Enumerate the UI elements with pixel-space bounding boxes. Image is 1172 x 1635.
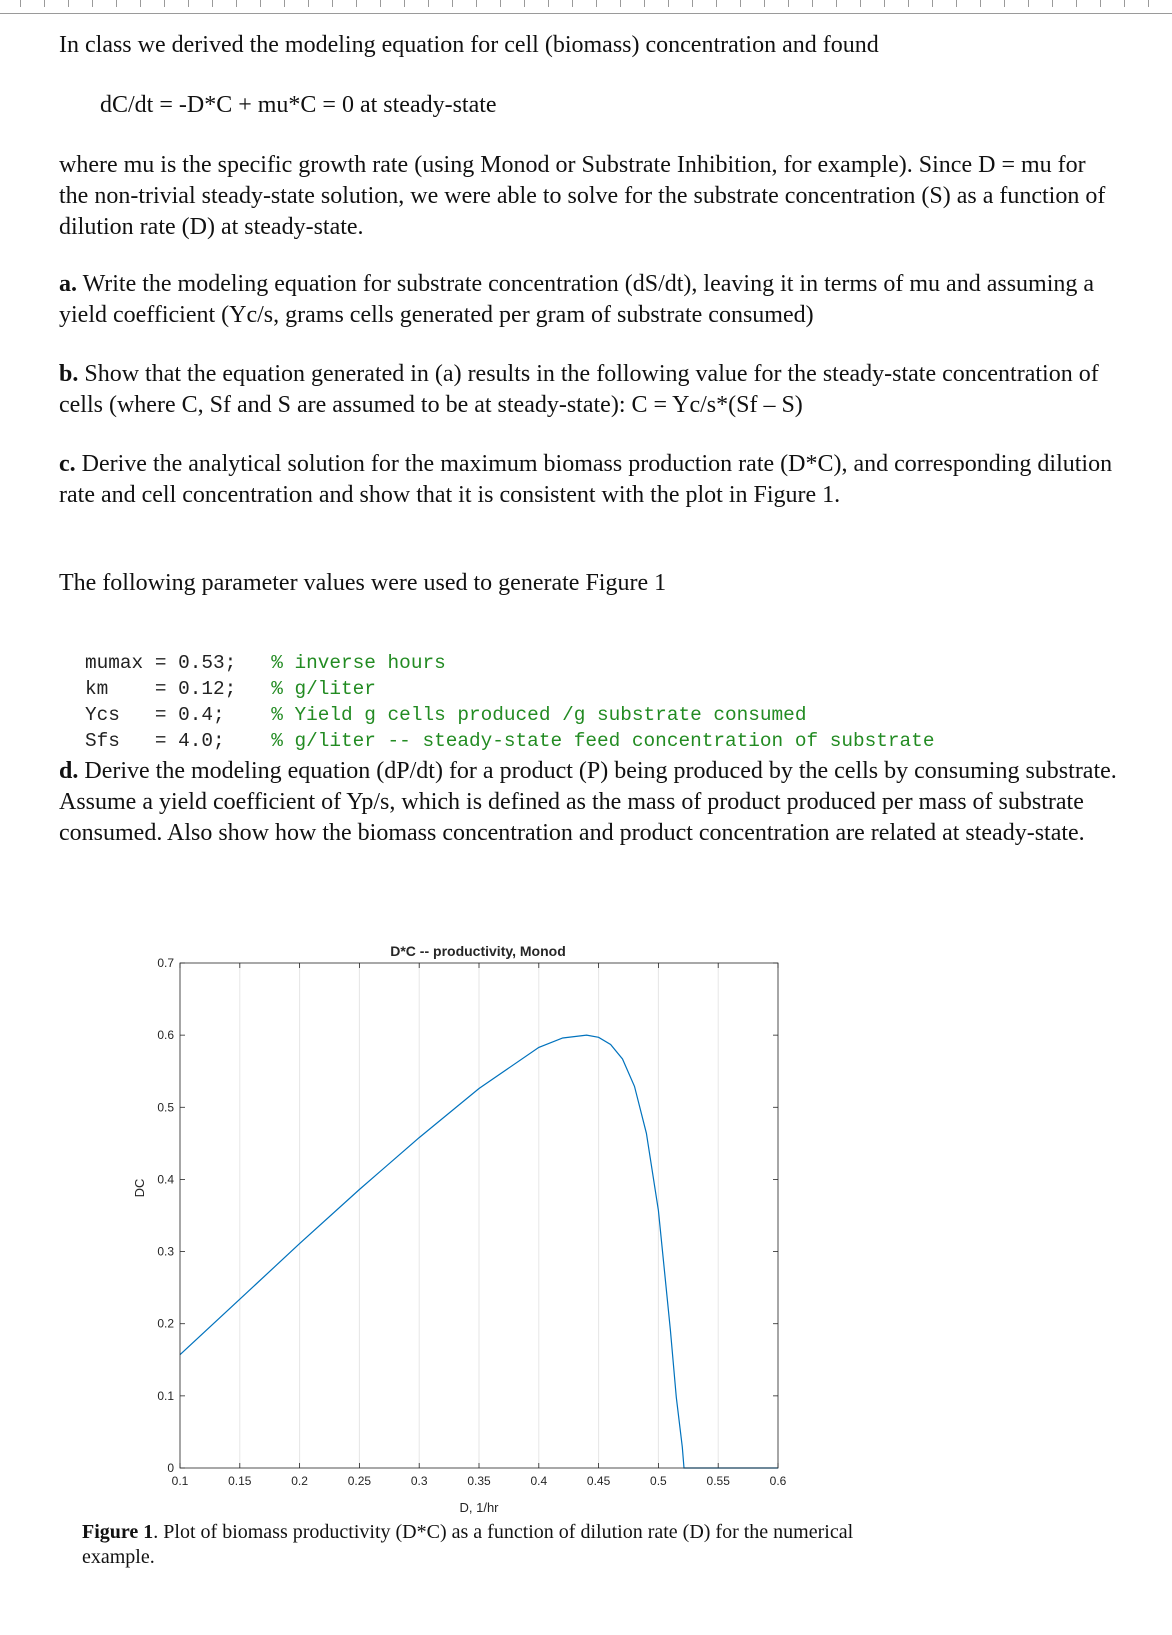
code-text: Sfs = 4.0; bbox=[85, 730, 272, 752]
productivity-chart bbox=[120, 930, 820, 1515]
ruler-tick bbox=[92, 0, 93, 7]
ruler-tick bbox=[956, 0, 957, 7]
ruler-tick bbox=[860, 0, 861, 7]
ruler-tick bbox=[884, 0, 885, 7]
y-tick-label: 0.5 bbox=[157, 1100, 174, 1115]
part-d-label: d. bbox=[59, 758, 79, 784]
part-b-text: Show that the equation generated in (a) results in the following value for the steady-state concentration of cells (where C, Sf and S are assumed to be at steady-state): C = Yc/s*(Sf – S) bbox=[59, 361, 1099, 418]
page-ruler bbox=[0, 0, 1172, 14]
ruler-tick bbox=[212, 0, 213, 7]
x-axis-label: D, 1/hr bbox=[459, 1500, 499, 1515]
ruler-tick bbox=[596, 0, 597, 7]
ruler-tick bbox=[1004, 0, 1005, 7]
code-line-sfs bbox=[85, 728, 934, 754]
ruler-tick bbox=[740, 0, 741, 7]
ruler-tick bbox=[908, 0, 909, 7]
code-comment: % Yield g cells produced /g substrate consumed bbox=[271, 704, 807, 726]
code-line-km bbox=[85, 676, 934, 702]
code-text: Ycs = 0.4; bbox=[85, 704, 272, 726]
part-d bbox=[59, 756, 1119, 849]
part-d-text: Derive the modeling equation (dP/dt) for a product (P) being produced by the cells by consuming substrate. Assume a yield coefficient of Yp/s, which is defined as the mass of product produced per mass of substrate consumed. Also show how the biomass concentration and product concentration are related at steady-state. bbox=[59, 758, 1117, 846]
part-b-label: b. bbox=[59, 361, 79, 387]
code-line-mumax bbox=[85, 650, 934, 676]
y-tick-label: 0.3 bbox=[157, 1244, 174, 1259]
ruler-tick bbox=[44, 0, 45, 7]
ruler-tick bbox=[404, 0, 405, 7]
x-tick-label: 0.25 bbox=[347, 1474, 372, 1488]
ruler-tick bbox=[812, 0, 813, 7]
y-tick-label: 0.1 bbox=[157, 1388, 174, 1403]
ruler-tick bbox=[164, 0, 165, 7]
ruler-tick bbox=[716, 0, 717, 7]
ruler-tick bbox=[548, 0, 549, 7]
ruler-tick bbox=[620, 0, 621, 7]
code-line-ycs bbox=[85, 702, 934, 728]
ruler-tick bbox=[1124, 0, 1125, 7]
parameter-code-block bbox=[85, 650, 934, 754]
ruler-tick bbox=[1148, 0, 1149, 7]
caption-label: Figure 1 bbox=[82, 1521, 154, 1543]
y-axis-label: DC bbox=[132, 1178, 147, 1198]
code-text: mumax = 0.53; bbox=[85, 652, 272, 674]
ruler-tick bbox=[764, 0, 765, 7]
caption-text: . Plot of biomass productivity (D*C) as a function of dilution rate (D) for the numerical example. bbox=[82, 1521, 854, 1568]
params-intro: The following parameter values were used to generate Figure 1 bbox=[59, 570, 667, 596]
y-tick-label: 0 bbox=[167, 1461, 174, 1475]
x-tick-label: 0.3 bbox=[410, 1474, 428, 1488]
ruler-tick bbox=[428, 0, 429, 7]
y-tick-label: 0.2 bbox=[157, 1316, 174, 1331]
intro-line: In class we derived the modeling equation for cell (biomass) concentration and found bbox=[59, 32, 879, 58]
x-tick-label: 0.1 bbox=[171, 1474, 189, 1488]
y-tick-label: 0.7 bbox=[157, 956, 174, 970]
part-a-label: a. bbox=[59, 271, 77, 297]
x-tick-label: 0.55 bbox=[706, 1474, 730, 1488]
ruler-tick bbox=[932, 0, 933, 7]
part-a-text: Write the modeling equation for substrate concentration (dS/dt), leaving it in terms of mu and assuming a yield coefficient (Yc/s, grams cells generated per gram of substrate consumed) bbox=[59, 271, 1095, 328]
intro-paragraph: where mu is the specific growth rate (using Monod or Substrate Inhibition, for example). Since D = mu for the non-trivial steady-state solution, we were able to solve for the substrate concentration (S) as a function of dilution rate (D) at steady-state. bbox=[59, 152, 1106, 240]
code-comment: % g/liter -- steady-state feed concentration of substrate bbox=[271, 730, 935, 752]
ruler-tick bbox=[476, 0, 477, 7]
ruler-tick bbox=[980, 0, 981, 7]
x-tick-label: 0.45 bbox=[586, 1474, 611, 1488]
ruler-tick bbox=[332, 0, 333, 7]
ruler-tick bbox=[140, 0, 141, 7]
part-c-text: Derive the analytical solution for the maximum biomass production rate (D*C), and corresponding dilution rate and cell concentration and show that it is consistent with the plot in Figure 1. bbox=[59, 451, 1113, 508]
chart-title: D*C -- productivity, Monod bbox=[390, 943, 566, 959]
figure-caption bbox=[82, 1520, 902, 1570]
ruler-tick bbox=[788, 0, 789, 7]
ruler-tick bbox=[188, 0, 189, 7]
ruler-tick bbox=[524, 0, 525, 7]
x-tick-label: 0.2 bbox=[291, 1474, 308, 1488]
ruler-tick bbox=[356, 0, 357, 7]
code-text: km = 0.12; bbox=[85, 678, 272, 700]
part-c-label: c. bbox=[59, 451, 76, 477]
ruler-tick bbox=[452, 0, 453, 7]
part-b bbox=[59, 359, 1119, 421]
ruler-tick bbox=[692, 0, 693, 7]
ruler-tick bbox=[1052, 0, 1053, 7]
ruler-tick bbox=[116, 0, 117, 7]
y-tick-label: 0.6 bbox=[157, 1028, 174, 1043]
steady-state-equation: dC/dt = -D*C + mu*C = 0 at steady-state bbox=[100, 92, 497, 118]
ruler-tick bbox=[668, 0, 669, 7]
ruler-tick bbox=[260, 0, 261, 7]
ruler-tick bbox=[1076, 0, 1077, 7]
part-a bbox=[59, 269, 1119, 331]
code-comment: % inverse hours bbox=[271, 652, 446, 674]
ruler-tick bbox=[380, 0, 381, 7]
x-tick-label: 0.6 bbox=[769, 1474, 787, 1488]
ruler-tick bbox=[644, 0, 645, 7]
ruler-tick bbox=[284, 0, 285, 7]
ruler-tick bbox=[308, 0, 309, 7]
ruler-tick bbox=[68, 0, 69, 7]
x-tick-label: 0.5 bbox=[650, 1474, 667, 1488]
ruler-tick bbox=[1028, 0, 1029, 7]
part-c bbox=[59, 449, 1119, 511]
ruler-tick bbox=[572, 0, 573, 7]
ruler-tick bbox=[236, 0, 237, 7]
x-tick-label: 0.35 bbox=[467, 1474, 491, 1488]
y-tick-label: 0.4 bbox=[157, 1172, 174, 1187]
ruler-tick bbox=[836, 0, 837, 7]
code-comment: % g/liter bbox=[271, 678, 376, 700]
ruler-tick bbox=[500, 0, 501, 7]
x-tick-label: 0.4 bbox=[530, 1474, 548, 1488]
x-tick-label: 0.15 bbox=[228, 1474, 252, 1488]
ruler-tick bbox=[1100, 0, 1101, 7]
ruler-tick bbox=[20, 0, 21, 7]
